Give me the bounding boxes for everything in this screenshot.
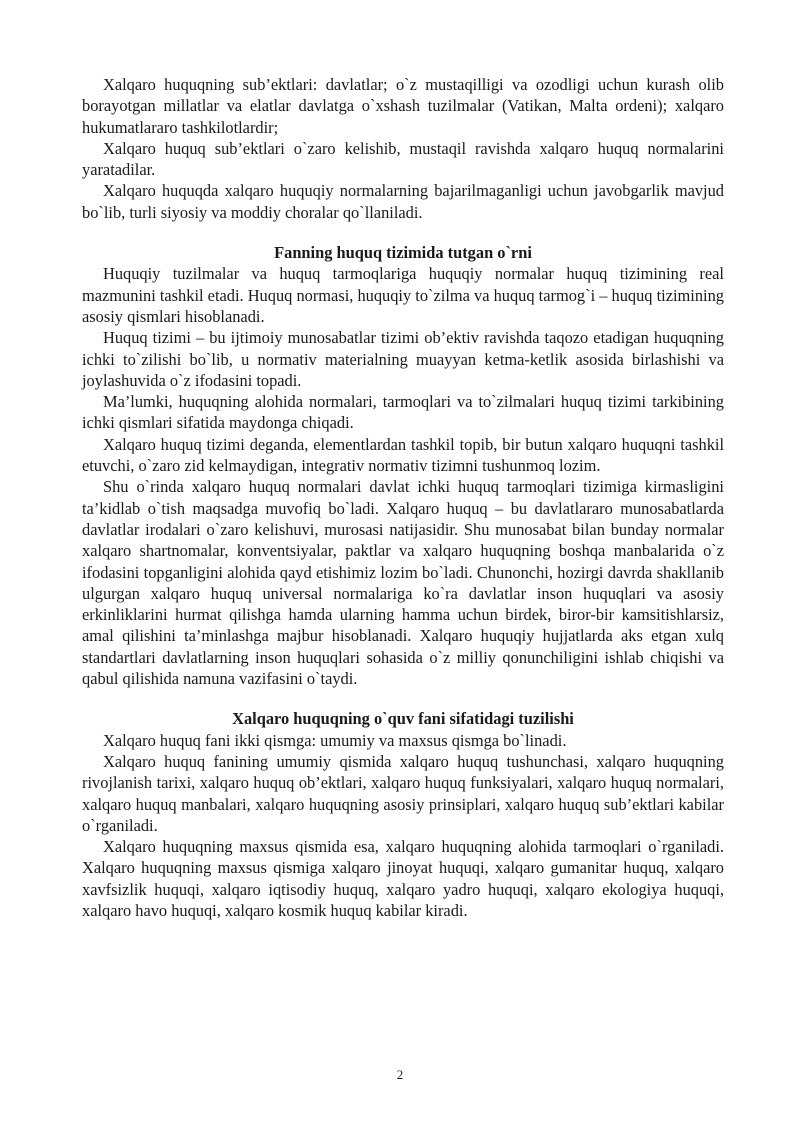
section-spacer [82, 689, 724, 708]
section-course-structure [82, 708, 724, 921]
paragraph: Xalqaro huquq fanining umumiy qismida xalqaro huquq tushunchasi, xalqaro huquqning rivojlanish tarixi, xalqaro huquq ob’ektlari, xalqaro huquq funksiyalari, xalqaro huquq normalari, xalqaro huquq manbalari, xalqaro huquqning asosiy prinsiplari, xalqaro huquq sub’ektlari kabilar o`rganiladi. [82, 751, 724, 835]
paragraph: Shu o`rinda xalqaro huquq normalari davlat ichki huquq tarmoqlari tizimiga kirmasligini ta’kidlab o`tish maqsadga muvofiq bo`ladi. Xalqaro huquq – bu davlatlararo munosabatlarda davlatlar irodalari o`zaro kelishuvi, murosasi natijasidir. Shu munosabat bilan bunday normalar xalqaro shartnomalar, konventsiyalar, paktlar va xalqaro huquqning boshqa manbalarida o`z ifodasini topganligini alohida qayd etishimiz lozim bo`ladi. Chunonchi, hozirgi davrda shakllanib ulgurgan xalqaro huquq universal normalariga ko`ra davlatlar inson huquqlari va asosiy erkinliklarini hurmat qilishga hamda ularning hamma uchun birdek, biror-bir kamsitishlarsiz, amal qilishini ta’minlashga majbur hisoblanadi. Xalqaro huquqiy hujjatlarda aks etgan xulq standartlari davlatlarning inson huquqlari sohasida o`z milliy qonunchiligini ishlab chiqishi va qabul qilishida namuna vazifasini o`taydi. [82, 477, 724, 689]
section-heading: Xalqaro huquqning o`quv fani sifatidagi tuzilishi [232, 709, 574, 729]
document-page [82, 74, 724, 921]
section-legal-system [82, 242, 724, 689]
paragraph: Xalqaro huquq tizimi deganda, elementlardan tashkil topib, bir butun xalqaro huquqni tashkil etuvchi, o`zaro zid kelmaydigan, integrativ normativ tizimni tushunmoq lozim. [82, 434, 724, 476]
paragraph: Xalqaro huquqda xalqaro huquqiy normalarning bajarilmaganligi uchun javobgarlik mavjud bo`lib, turli siyosiy va moddiy choralar qo`llaniladi. [82, 181, 724, 222]
paragraph: Xalqaro huquqning sub’ektlari: davlatlar; o`z mustaqilligi va ozodligi uchun kurash olib borayotgan millatlar va elatlar davlatga o`xshash tuzilmalar (Vatikan, Malta ordeni); xalqaro hukumatlararo tashkilotlardir; [82, 75, 724, 137]
section-spacer [82, 223, 724, 242]
paragraph: Ma’lumki, huquqning alohida normalari, tarmoqlari va to`zilmalari huquq tizimi tarkibining ichki qismlari sifatida maydonga chiqadi. [82, 392, 724, 433]
page-number: 2 [396, 1067, 404, 1082]
section-heading: Fanning huquq tizimida tutgan o`rni [274, 243, 532, 263]
paragraph: Xalqaro huquqning maxsus qismida esa, xalqaro huquqning alohida tarmoqlari o`rganiladi. Xalqaro huquqning maxsus qismiga xalqaro jinoyat huquqi, xalqaro gumanitar huquq, xalqaro xavfsizlik huquqi, xalqaro iqtisodiy huquq, xalqaro yadro huquqi, xalqaro ekologiya huquqi, xalqaro havo huquqi, xalqaro kosmik huquq kabilar kiradi. [82, 837, 724, 920]
paragraph: Huquq tizimi – bu ijtimoiy munosabatlar tizimi ob’ektiv ravishda taqozo etadigan huquqning ichki to`zilishi bo`lib, u normativ materialning muayyan ketma-ketlik asosida birlashishi va joylashuvida o`z ifodasini topadi. [82, 328, 724, 390]
intro-section [82, 74, 724, 223]
paragraph: Huquqiy tuzilmalar va huquq tarmoqlariga huquqiy normalar huquq tizimining real mazmunini tashkil etadi. Huquq normasi, huquqiy to`zilma va huquq tarmog`i – huquq tizimining asosiy qismlari hisoblanadi. [82, 264, 724, 326]
paragraph: Xalqaro huquq sub’ektlari o`zaro kelishib, mustaqil ravishda xalqaro huquq normalarini yaratadilar. [82, 138, 724, 180]
paragraph: Xalqaro huquq fani ikki qismga: umumiy va maxsus qismga bo`linadi. [103, 730, 567, 750]
